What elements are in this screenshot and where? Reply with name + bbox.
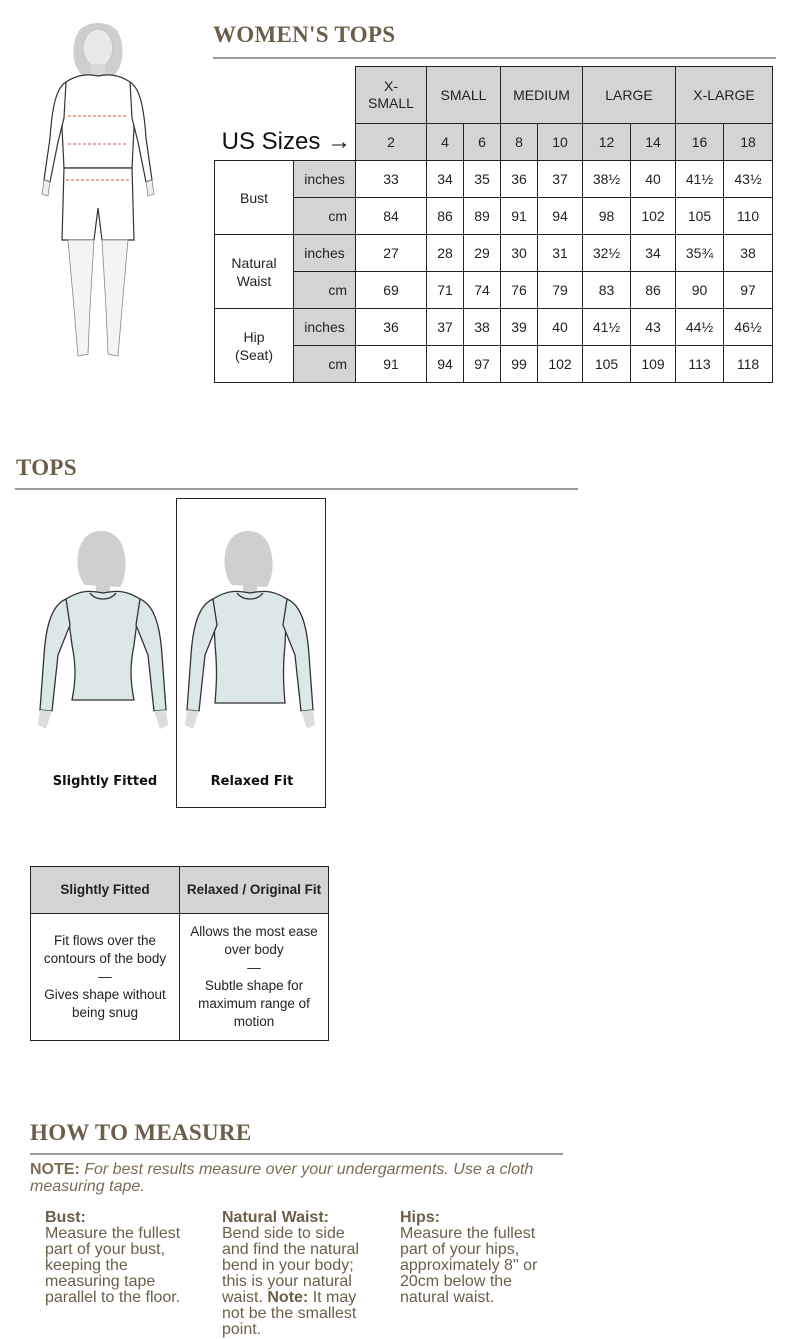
- natural-waist-instructions: Natural Waist: Bend side to side and find the natural bend in your body; this is your natural waist. Note: It may not be the smallest point.: [222, 1209, 359, 1338]
- measurement-value: 37: [538, 161, 583, 198]
- size-group-large: LARGE: [583, 67, 676, 124]
- measurement-value: 32½: [583, 235, 631, 272]
- how-to-measure-title: HOW TO MEASURE: [30, 1120, 252, 1145]
- title-divider: [15, 488, 578, 490]
- measurement-value: 36: [356, 309, 427, 346]
- measurement-value: 90: [676, 272, 724, 309]
- measurement-value: 43½: [724, 161, 773, 198]
- measurement-label: Bust: [215, 161, 294, 235]
- measurement-value: 118: [724, 346, 773, 383]
- measurement-value: 39: [501, 309, 538, 346]
- measurement-value: 86: [631, 272, 676, 309]
- size-cell: 8: [501, 124, 538, 161]
- measurement-value: 97: [724, 272, 773, 309]
- measurement-value: 34: [427, 161, 464, 198]
- unit-label: cm: [294, 198, 356, 235]
- tops-title: TOPS: [16, 455, 77, 480]
- us-sizes-label: US Sizes →: [221, 127, 351, 155]
- measurement-value: 28: [427, 235, 464, 272]
- measurement-value: 41½: [676, 161, 724, 198]
- measurement-row: [215, 309, 773, 346]
- measurement-value: 30: [501, 235, 538, 272]
- size-cell: 16: [676, 124, 724, 161]
- measurement-label: Natural Waist: [215, 235, 294, 309]
- measurement-value: 46½: [724, 309, 773, 346]
- fit-body-relaxed: Allows the most ease over body — Subtle shape for maximum range of motion: [180, 914, 329, 1041]
- measurement-value: 102: [631, 198, 676, 235]
- measurement-value: 94: [538, 198, 583, 235]
- fit-body-slightly-fitted: Fit flows over the contours of the body — Gives shape without being snug: [31, 914, 180, 1041]
- size-cell: 12: [583, 124, 631, 161]
- note-text: For best results measure over your undergarments. Use a cloth measuring tape.: [30, 1161, 534, 1195]
- measurement-value: 29: [464, 235, 501, 272]
- measurement-value: 109: [631, 346, 676, 383]
- hips-instructions: Hips: Measure the fullest part of your hips, approximately 8" or 20cm below the natural waist.: [400, 1209, 538, 1306]
- measurement-label: Hip (Seat): [215, 309, 294, 383]
- measurement-value: 91: [356, 346, 427, 383]
- note-label: NOTE:: [30, 1161, 80, 1178]
- measurement-value: 94: [427, 346, 464, 383]
- unit-label: inches: [294, 309, 356, 346]
- size-cell: 18: [724, 124, 773, 161]
- measurement-value: 84: [356, 198, 427, 235]
- size-group-row: [215, 67, 773, 124]
- measurement-value: 113: [676, 346, 724, 383]
- measurement-value: 99: [501, 346, 538, 383]
- body-measurement-figure: [28, 18, 168, 368]
- measurement-value: 35: [464, 161, 501, 198]
- measurement-value: 102: [538, 346, 583, 383]
- measurement-value: 76: [501, 272, 538, 309]
- measurement-value: 38½: [583, 161, 631, 198]
- fit-head-relaxed: Relaxed / Original Fit: [180, 867, 329, 914]
- measurement-value: 27: [356, 235, 427, 272]
- measurement-value: 38: [464, 309, 501, 346]
- slightly-fitted-illustration: [30, 525, 180, 755]
- unit-label: inches: [294, 235, 356, 272]
- measurement-value: 83: [583, 272, 631, 309]
- measurement-value: 43: [631, 309, 676, 346]
- measurement-value: 74: [464, 272, 501, 309]
- size-group-small: SMALL: [427, 67, 501, 124]
- measurement-value: 86: [427, 198, 464, 235]
- unit-label: inches: [294, 161, 356, 198]
- us-sizes-row: [215, 124, 773, 161]
- measurement-value: 110: [724, 198, 773, 235]
- measurement-value: 36: [501, 161, 538, 198]
- measurement-row: [215, 161, 773, 198]
- size-cell: 4: [427, 124, 464, 161]
- slightly-fitted-caption: Slightly Fitted: [52, 774, 158, 789]
- measurement-value: 40: [538, 309, 583, 346]
- measure-note: [30, 1161, 570, 1195]
- measurement-row: [215, 346, 773, 383]
- size-group-xsmall: X- SMALL: [356, 67, 427, 124]
- size-cell: 2: [356, 124, 427, 161]
- measurement-value: 89: [464, 198, 501, 235]
- measurement-value: 34: [631, 235, 676, 272]
- size-cell: 10: [538, 124, 583, 161]
- measurement-value: 37: [427, 309, 464, 346]
- title-divider: [30, 1153, 563, 1155]
- bust-instructions: Bust: Measure the fullest part of your bust, keeping the measuring tape parallel to the floor.: [45, 1209, 181, 1306]
- unit-label: cm: [294, 272, 356, 309]
- measurement-value: 71: [427, 272, 464, 309]
- measurement-value: 91: [501, 198, 538, 235]
- measurement-value: 44½: [676, 309, 724, 346]
- measurement-value: 41½: [583, 309, 631, 346]
- measurement-value: 69: [356, 272, 427, 309]
- unit-label: cm: [294, 346, 356, 383]
- size-cell: 14: [631, 124, 676, 161]
- title-divider: [213, 57, 776, 59]
- measurement-value: 33: [356, 161, 427, 198]
- measurement-value: 31: [538, 235, 583, 272]
- measurement-row: [215, 272, 773, 309]
- size-group-xlarge: X-LARGE: [676, 67, 773, 124]
- measurement-value: 35¾: [676, 235, 724, 272]
- measurement-value: 105: [676, 198, 724, 235]
- measurement-value: 38: [724, 235, 773, 272]
- measurement-value: 40: [631, 161, 676, 198]
- womens-tops-title: WOMEN'S TOPS: [213, 22, 396, 47]
- size-cell: 6: [464, 124, 501, 161]
- measurement-row: [215, 235, 773, 272]
- size-group-medium: MEDIUM: [501, 67, 583, 124]
- relaxed-fit-illustration: [177, 525, 327, 755]
- measurement-value: 105: [583, 346, 631, 383]
- measurement-row: [215, 198, 773, 235]
- measurement-value: 98: [583, 198, 631, 235]
- measurement-value: 79: [538, 272, 583, 309]
- size-chart-table: [214, 66, 773, 383]
- fit-head-slightly-fitted: Slightly Fitted: [31, 867, 180, 914]
- measurement-value: 97: [464, 346, 501, 383]
- relaxed-fit-caption: Relaxed Fit: [210, 774, 294, 789]
- fit-comparison-table: [30, 866, 329, 1041]
